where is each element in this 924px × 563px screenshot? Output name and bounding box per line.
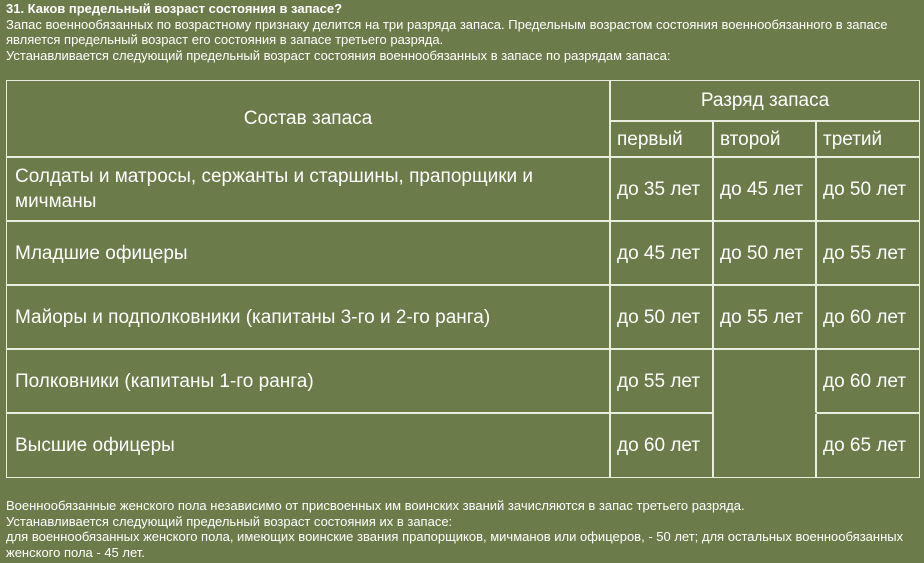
header-reserve-category: Разряд запаса <box>611 81 919 122</box>
cell-second: до 55 лет <box>714 286 817 350</box>
row-label: Солдаты и матросы, сержанты и старшины, прапорщики и мичманы <box>7 158 611 222</box>
cell-second <box>714 414 817 477</box>
cell-third: до 60 лет <box>817 350 919 414</box>
row-label: Высшие офицеры <box>7 414 611 477</box>
table-header-row <box>7 81 919 122</box>
question-heading: 31. Каков предельный возраст состояния в запасе? <box>6 1 343 16</box>
cell-first: до 55 лет <box>611 350 714 414</box>
table-intro-text: Устанавливается следующий предельный возраст состояния военнообязанных в запасе по разрядам запаса: <box>6 47 671 63</box>
cell-first: до 50 лет <box>611 286 714 350</box>
row-label: Полковники (капитаны 1-го ранга) <box>7 350 611 414</box>
cell-second <box>714 350 817 414</box>
footer-line-details: для военнообязанных женского пола, имеющих воинские звания прапорщиков, мичманов или офицеров, - 50 лет; для остальных военнообязанных женского пола - 45 лет. <box>6 529 904 560</box>
header-second: второй <box>714 122 817 158</box>
cell-first: до 45 лет <box>611 222 714 286</box>
header-third: третий <box>817 122 919 158</box>
footer-line-women: Военнообязанные женского пола независимо от присвоенных им воинских званий зачисляются в запас третьего разряда. <box>6 498 745 513</box>
header-first: первый <box>611 122 714 158</box>
table-row <box>7 286 919 350</box>
table-row <box>7 222 919 286</box>
cell-second: до 45 лет <box>714 158 817 222</box>
cell-second: до 50 лет <box>714 222 817 286</box>
cell-first: до 35 лет <box>611 158 714 222</box>
cell-first: до 60 лет <box>611 414 714 477</box>
reserve-age-table <box>6 80 920 478</box>
intro-section <box>6 1 921 63</box>
footer-line-limit: Устанавливается следующий предельный возраст состояния их в запасе: <box>6 513 453 529</box>
cell-third: до 50 лет <box>817 158 919 222</box>
header-staff: Состав запаса <box>7 81 611 158</box>
row-label: Майоры и подполковники (капитаны 3-го и 2-го ранга) <box>7 286 611 350</box>
table-row <box>7 158 919 222</box>
cell-third: до 55 лет <box>817 222 919 286</box>
row-label: Младшие офицеры <box>7 222 611 286</box>
table-row <box>7 414 919 477</box>
cell-third: до 60 лет <box>817 286 919 350</box>
table-row <box>7 350 919 414</box>
footer-section <box>6 498 921 560</box>
intro-paragraph: Запас военнообязанных по возрастному признаку делится на три разряда запаса. Предельным возрастом состояния военнообязанного в запасе является предельный возраст его состояния в запасе третьего разряда. <box>6 16 888 47</box>
cell-third: до 65 лет <box>823 435 907 456</box>
